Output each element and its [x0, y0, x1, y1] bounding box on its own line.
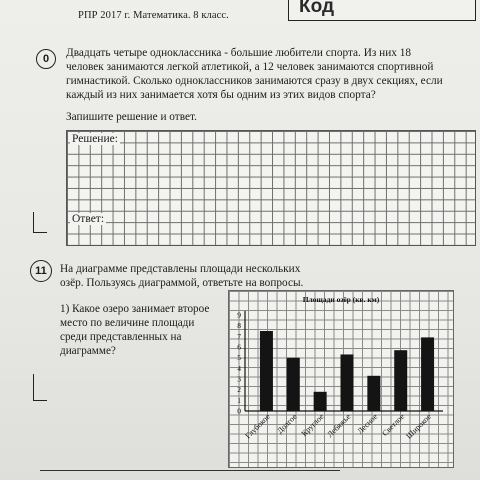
y-tick-label: 0: [237, 406, 241, 416]
bar-5: [394, 350, 407, 411]
question-10-line: каждый из них занимается хотя бы одним из этих видов спорта?: [66, 89, 376, 101]
bar-4: [367, 376, 380, 411]
code-box[interactable]: [288, 0, 476, 21]
bar-6: [421, 337, 434, 411]
y-tick-label: 1: [237, 395, 241, 405]
bar-2: [314, 392, 327, 411]
x-axis-labels: [243, 412, 433, 441]
y-tick-label: 2: [237, 385, 241, 395]
question-number-text: 11: [35, 265, 47, 277]
lake-area-chart-frame: [228, 290, 454, 468]
x-category-label: Светлое: [380, 412, 407, 438]
sub1-line: 1) Какое озеро занимает второе: [60, 303, 210, 315]
y-tick-label: 4: [237, 363, 241, 373]
x-category-label: Долгое: [275, 412, 299, 436]
x-category-label: Лебяжье: [325, 412, 353, 440]
lake-area-chart: [229, 291, 453, 467]
y-tick-label: 8: [237, 321, 241, 331]
answer-label: Ответ:: [72, 213, 105, 225]
page-header-title: РПР 2017 г. Математика. 8 класс.: [78, 10, 229, 21]
sub1-line: место по величине площади: [60, 317, 195, 329]
x-category-label: Широкое: [404, 412, 433, 441]
question-10-instruction: Запишите решение и ответ.: [66, 111, 197, 123]
y-tick-label: 9: [237, 310, 241, 320]
sub1-line: среди представленных на: [60, 331, 182, 343]
score-bracket-11: [33, 374, 47, 401]
sub1-line: диаграмме?: [60, 345, 116, 357]
solution-grid[interactable]: [66, 130, 476, 246]
score-bracket-10: [33, 212, 47, 233]
question-10-text: [66, 46, 470, 102]
y-tick-label: 3: [237, 374, 241, 384]
x-category-label: Лесное: [355, 412, 380, 436]
solution-label: Решение:: [72, 133, 118, 145]
bars: [260, 331, 434, 411]
question-11-line: озёр. Пользуясь диаграммой, ответьте на вопросы.: [60, 277, 304, 289]
x-category-label: Глубокое: [243, 412, 272, 441]
chart-title: Площади озёр (кв. км): [302, 295, 380, 304]
y-tick-label: 5: [237, 353, 241, 363]
question-number-11: [30, 260, 52, 282]
question-11-sub1: [60, 302, 224, 358]
x-category-label: Круглое: [299, 412, 326, 439]
bar-1: [287, 358, 300, 411]
y-tick-label: 6: [237, 342, 241, 352]
bar-3: [341, 354, 354, 411]
question-10-line: гимнастикой. Сколько одноклассников занимаются сразу в двух секциях, если: [66, 75, 443, 87]
question-11-text: [60, 262, 326, 290]
bar-0: [260, 331, 273, 411]
question-11-line: На диаграмме представлены площади нескольких: [60, 263, 301, 275]
y-tick-label: 7: [237, 331, 241, 341]
next-question-edge: [40, 470, 340, 480]
question-10-line: человек занимаются легкой атлетикой, а 12 человек занимаются спортивной: [66, 61, 434, 73]
question-number-text: 0: [42, 53, 50, 65]
question-10-line: Двадцать четыре одноклассника - большие любители спорта. Из них 18: [66, 47, 412, 59]
question-number-10: [36, 49, 56, 69]
code-label: Код: [299, 0, 335, 17]
